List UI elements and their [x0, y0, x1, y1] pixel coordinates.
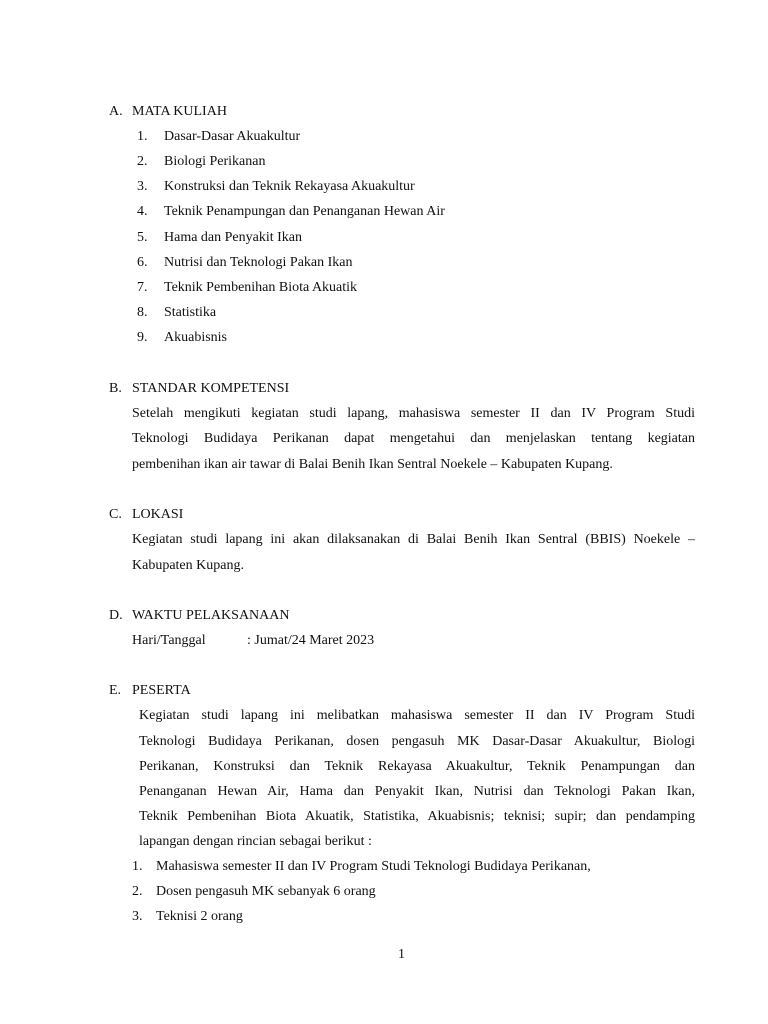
list-item: Dasar-Dasar Akuakultur: [164, 129, 301, 144]
list-item: Biologi Perikanan: [164, 154, 266, 169]
list-number: 3.: [132, 909, 143, 924]
paragraph-line: lapangan dengan rincian sebagai berikut :: [139, 834, 372, 849]
section-letter: C.: [109, 507, 122, 522]
list-number: 7.: [137, 280, 148, 295]
list-number: 8.: [137, 305, 148, 320]
list-number: 4.: [137, 204, 148, 219]
list-item: Akuabisnis: [164, 330, 227, 345]
section-c-title: LOKASI: [132, 507, 184, 522]
list-number: 6.: [137, 255, 148, 270]
section-a-title: MATA KULIAH: [132, 104, 227, 119]
list-item: Konstruksi dan Teknik Rekayasa Akuakultur: [164, 179, 415, 194]
paragraph-line: Kabupaten Kupang.: [132, 558, 244, 573]
list-item: Teknik Penampungan dan Penanganan Hewan Air: [164, 204, 445, 219]
list-item: Nutrisi dan Teknologi Pakan Ikan: [164, 255, 353, 270]
list-item: Teknik Pembenihan Biota Akuatik: [164, 280, 358, 295]
list-number: 3.: [137, 179, 148, 194]
section-e-title: PESERTA: [132, 683, 191, 698]
list-number: 1.: [132, 859, 143, 874]
list-item: Mahasiswa semester II dan IV Program Studi Teknologi Budidaya Perikanan,: [156, 859, 591, 874]
page-number: 1: [398, 947, 405, 962]
list-number: 9.: [137, 330, 148, 345]
section-a-heading: [109, 103, 123, 121]
date-label: Hari/Tanggal: [132, 633, 206, 648]
paragraph-line: Teknik Pembenihan Biota Akuatik, Statistika, Akuabisnis; teknisi; supir; dan pendamping: [139, 809, 695, 824]
paragraph-line: Perikanan, Konstruksi dan Teknik Rekayasa Akuakultur, Teknik Penampungan dan: [139, 759, 695, 774]
paragraph-line: Kegiatan studi lapang ini akan dilaksanakan di Balai Benih Ikan Sentral (BBIS) Noekele –: [132, 532, 695, 547]
section-letter: E.: [109, 683, 122, 698]
paragraph-line: pembenihan ikan air tawar di Balai Benih Ikan Sentral Noekele – Kabupaten Kupang.: [132, 457, 613, 472]
section-b-title: STANDAR KOMPETENSI: [132, 381, 290, 396]
section-d-title: WAKTU PELAKSANAAN: [132, 608, 290, 623]
list-item: Dosen pengasuh MK sebanyak 6 orang: [156, 884, 376, 899]
paragraph-line: Penanganan Hewan Air, Hama dan Penyakit Ikan, Nutrisi dan Teknologi Pakan Ikan,: [139, 784, 695, 799]
list-number: 2.: [137, 154, 148, 169]
list-item: Statistika: [164, 305, 217, 320]
list-item: Teknisi 2 orang: [156, 909, 243, 924]
paragraph-line: Teknologi Budidaya Perikanan dapat mengetahui dan menjelaskan tentang kegiatan: [132, 431, 695, 446]
section-letter: D.: [109, 608, 123, 623]
list-number: 1.: [137, 129, 148, 144]
list-number: 2.: [132, 884, 143, 899]
paragraph-line: Teknologi Budidaya Perikanan, dosen pengasuh MK Dasar-Dasar Akuakultur, Biologi: [139, 734, 695, 749]
date-value: : Jumat/24 Maret 2023: [247, 633, 375, 648]
list-number: 5.: [137, 230, 148, 245]
section-letter: A.: [109, 104, 123, 119]
section-letter: B.: [109, 381, 122, 396]
paragraph-line: Kegiatan studi lapang ini melibatkan mahasiswa semester II dan IV Program Studi: [139, 708, 695, 723]
list-item: Hama dan Penyakit Ikan: [164, 230, 303, 245]
paragraph-line: Setelah mengikuti kegiatan studi lapang, mahasiswa semester II dan IV Program Studi: [132, 406, 695, 421]
